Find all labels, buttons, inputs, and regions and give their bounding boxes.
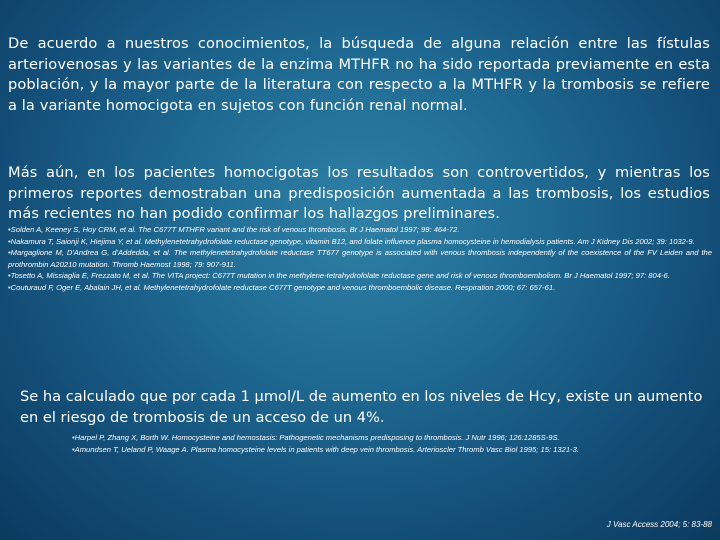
footer-citation: J Vasc Access 2004; 5: 83-88 [606,520,712,529]
highlight-statement: Se ha calculado que por cada 1 μmol/L de aumento en los niveles de Hcy, existe un aumento en el riesgo de trombosis de un acceso de un 4%. [20,388,703,426]
reference-list-2 [72,432,692,455]
reference-item: •Solden A, Keeney S, Hoy CRM, et al. The C677T MTHFR variant and the risk of venous thrombosis. Br J Haematol 1997; 99: 464-72. [8,225,460,234]
paragraph-intro: De acuerdo a nuestros conocimientos, la búsqueda de alguna relación entre las fístulas arteriovenosas y las variantes de la enzima MTHFR no ha sido reportada previamente en esta población, y la mayor parte de la literatura con respecto a la MTHFR y la trombosis se refiere a la variante homocigota en sujetos con función renal normal. [8,35,710,114]
reference-item: •Couturaud F, Oger E, Abalain JH, et al. Methylenetetrahydrofolate reductase C677T genotype and venous thromboembolic disease. Respiration 2000; 67: 657-61. [8,282,556,292]
reference-item: •Tosetto A, Missiaglia E, Frezzato M, et al. The VITA project: C677T mutation in the methylene-tetrahydrofolate reductase gene and risk of venous thromboembolism. Br J Haematol 1997; 97: 804-6. [8,271,670,281]
reference-item: •Nakamura T, Saionji K, Hiejima Y, et al. Methylenetetrahydrofolate reductase genotype, vitamin B12, and folate influence plasma homocysteine in hemodialysis patients. Am J Kidney Dis 2002; 39: 1032-9. [8,236,695,246]
paragraph-controversy: Más aún, en los pacientes homocigotas los resultados son controvertidos, y mientras los primeros reportes demostraban una predisposición aumentada a las trombosis, los estudios más recientes no han podido confirmar los hallazgos preliminares. [8,164,710,222]
reference-item: •Amundsen T, Ueland P, Waage A. Plasma homocysteine levels in patients with deep vein thrombosis. Arterioscler Thromb Vasc Biol 1995; 15: 1321-3. [72,444,579,454]
reference-item: •Harpel P, Zhang X, Borth W. Homocysteine and hemostasis: Pathogenetic mechanisms predisposing to thrombosis. J Nutr 1996; 126:1285S-9S. [72,433,560,442]
reference-list-1 [8,224,712,294]
reference-item: •Margaglione M, D'Andrea G, d'Addedda, et al. The methylenetetrahydrofolate reductase TT677 genotype is associated with venous thrombosis independently of the coexistence of the FV Leiden and the prothrombin A20210 mutation. Thromb Haemost 1998; 79: 907-911. [8,248,712,269]
